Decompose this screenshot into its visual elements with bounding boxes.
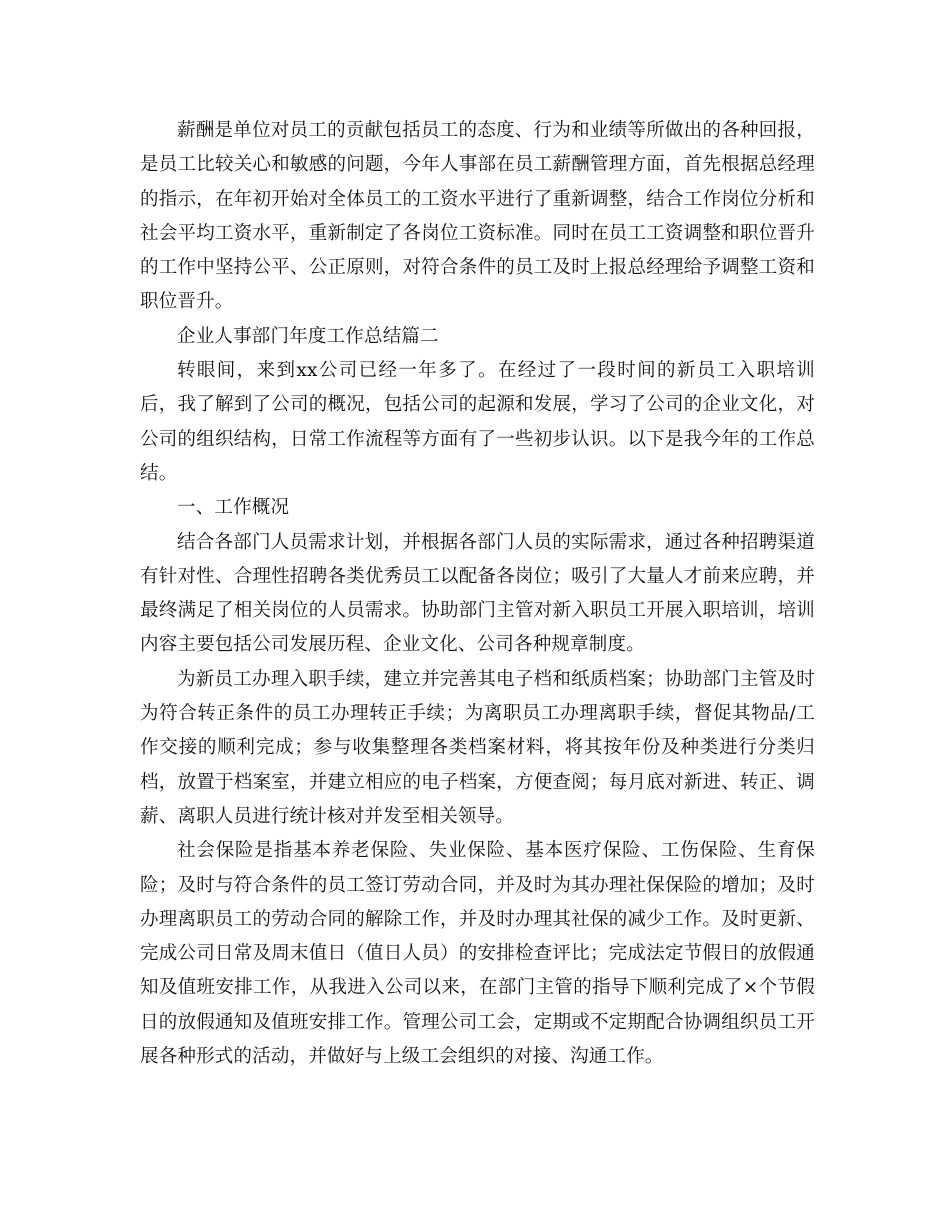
section-heading-part-two: 企业人事部门年度工作总结篇二 (177, 325, 439, 347)
paragraph-recruitment: 结合各部门人员需求计划，并根据各部门人员的实际需求，通过各种招聘渠道有针对性、合理性招聘各类优秀员工以配备各岗位；吸引了大量人才前来应聘，并最终满足了相关岗位的人员需求。协助部门主管对新入职员工开展入职培训，培训内容主要包括公司发展历程、企业文化、公司各种规章制度。 (140, 531, 815, 656)
document-page (140, 114, 815, 1074)
paragraph-social-insurance: 社会保险是指基本养老保险、失业保险、基本医疗保险、工伤保险、生育保险；及时与符合条件的员工签订劳动合同，并及时为其办理社保保险的增加；及时办理离职员工的劳动合同的解除工作，并及时办理其社保的减少工作。及时更新、完成公司日常及周末值日（值日人员）的安排检查评比；完成法定节假日的放假通知及值班安排工作，从我进入公司以来，在部门主管的指导下顺利完成了×个节假日的放假通知及值班安排工作。管理公司工会，定期或不定期配合协调组织员工开展各种形式的活动，并做好与上级工会组织的对接、沟通工作。 (140, 840, 815, 1068)
paragraph-salary: 薪酬是单位对员工的贡献包括员工的态度、行为和业绩等所做出的各种回报，是员工比较关心和敏感的问题，今年人事部在员工薪酬管理方面，首先根据总经理的指示，在年初开始对全体员工的工资水平进行了重新调整，结合工作岗位分析和社会平均工资水平，重新制定了各岗位工资标准。同时在员工工资调整和职位晋升的工作中坚持公平、公正原则，对符合条件的员工及时上报总经理给予调整工资和职位晋升。 (140, 120, 815, 313)
paragraph-intro: 转眼间，来到xx公司已经一年多了。在经过了一段时间的新员工入职培训后，我了解到了公司的概况，包括公司的起源和发展，学习了公司的企业文化，对公司的组织结构，日常工作流程等方面有了一些初步认识。以下是我今年的工作总结。 (140, 360, 815, 484)
section-heading-overview: 一、工作概况 (177, 497, 290, 519)
paragraph-onboarding-archives: 为新员工办理入职手续，建立并完善其电子档和纸质档案；协助部门主管及时为符合转正条件的员工办理转正手续；为离职员工办理离职手续，督促其物品/工作交接的顺利完成；参与收集整理各类档案材料，将其按年份及种类进行分类归档，放置于档案室，并建立相应的电子档案，方便查阅；每月底对新进、转正、调薪、离职人员进行统计核对并发至相关领导。 (140, 668, 815, 827)
